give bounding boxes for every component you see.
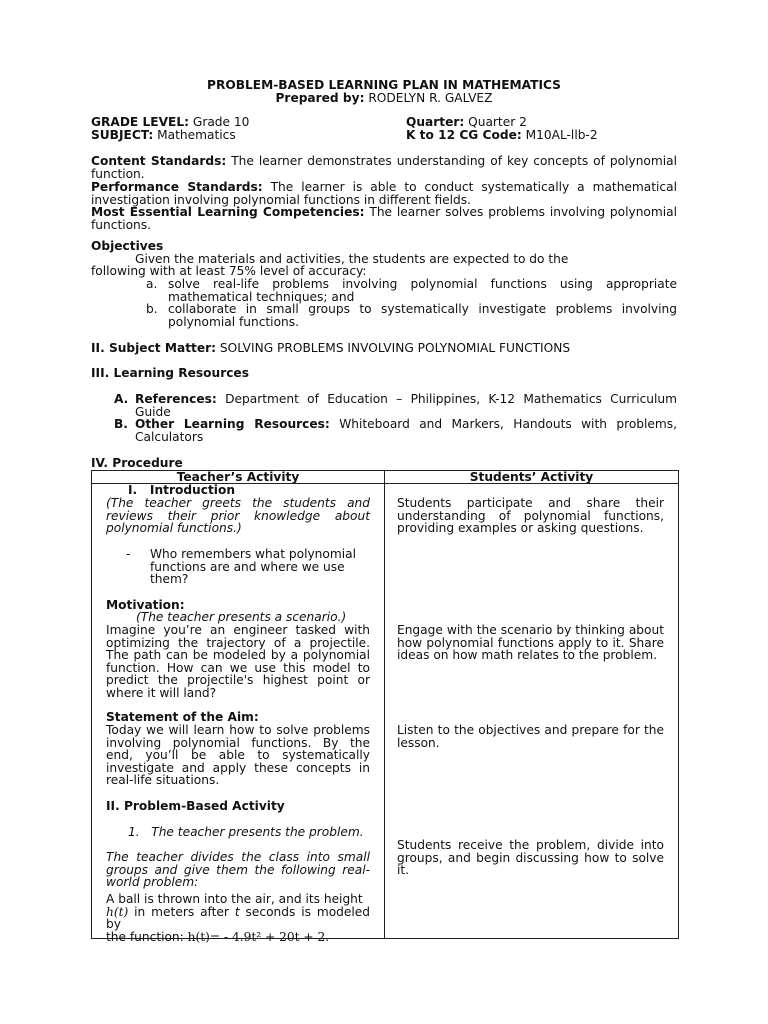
resource-item xyxy=(114,418,677,443)
document-title: PROBLEM-BASED LEARNING PLAN IN MATHEMATICS xyxy=(207,78,561,92)
cg-code-value: M10AL-llb-2 xyxy=(525,128,598,142)
objective-item xyxy=(146,278,677,303)
subject-value: Mathematics xyxy=(157,128,236,142)
performance-standards-text: The learner is able to conduct systematically a mathematical investigation involving polynomial functions in different fields. xyxy=(91,180,677,207)
ball-text-part: seconds is modeled by xyxy=(106,904,371,932)
resource-text: Department of Education – Philippines, K-12 Mathematics Curriculum Guide xyxy=(135,392,678,419)
teacher-activity-header: Teacher’s Activity xyxy=(92,471,385,484)
student-response-intro: Students participate and share their understanding of polynomial functions, providing examples or asking questions. xyxy=(397,496,664,536)
grade-level-label: GRADE LEVEL: xyxy=(91,115,189,129)
objective-marker: b. xyxy=(146,302,158,317)
prepared-by-label: Prepared by: xyxy=(275,91,365,105)
ball-problem xyxy=(106,893,370,943)
grade-level-line xyxy=(91,116,677,129)
content-standards-label: Content Standards: xyxy=(91,154,227,168)
students-activity-cell xyxy=(385,484,679,939)
melc xyxy=(91,206,677,231)
pba-heading-text: II. Problem-Based Activity xyxy=(106,799,285,813)
resource-marker: A. xyxy=(114,392,129,406)
motivation-text: Imagine you’re an engineer tasked with optimizing the trajectory of a projectile. The path can be modeled by a polynomial function. How can we use this model to predict the projectile's highest point or where it will land? xyxy=(106,623,370,700)
student-response-motivation: Engage with the scenario by thinking about how polynomial functions apply to it. Share ideas on how math relates to the problem. xyxy=(397,623,664,663)
objective-item xyxy=(146,303,677,328)
learning-resources-heading: III. Learning Resources xyxy=(91,366,249,380)
ball-time-symbol: t xyxy=(234,904,240,919)
divides-text xyxy=(106,851,370,889)
review-question-marker: - xyxy=(126,547,131,561)
resource-label: Other Learning Resources: xyxy=(135,417,330,432)
motivation-label-text: Motivation: xyxy=(106,598,185,612)
quarter-line xyxy=(406,116,527,129)
introduction-heading xyxy=(106,484,370,497)
ball-text-part: in meters after xyxy=(134,904,229,919)
introduction-marker: I. xyxy=(128,483,138,497)
performance-standards xyxy=(91,181,677,206)
objective-marker: a. xyxy=(146,277,158,291)
resources-list xyxy=(114,393,677,443)
teacher-activity-cell xyxy=(92,483,385,944)
prepared-by-line xyxy=(91,92,677,105)
content-standards xyxy=(91,155,677,180)
pba-heading xyxy=(106,800,370,813)
ball-text-part: A ball is thrown into the air, and its height xyxy=(106,892,363,906)
pba-step-marker: 1. xyxy=(128,825,140,839)
subject-matter-value: SOLVING PROBLEMS INVOLVING POLYNOMIAL FUNCTIONS xyxy=(219,341,571,355)
review-question xyxy=(106,548,370,586)
resource-item xyxy=(114,393,677,418)
quarter-value: Quarter 2 xyxy=(468,115,527,129)
students-activity-header: Students’ Activity xyxy=(385,471,679,484)
performance-standards-label: Performance Standards: xyxy=(91,180,263,194)
grade-level-value: Grade 10 xyxy=(192,115,250,129)
cg-code-line xyxy=(406,129,598,142)
objective-text: solve real-life problems involving polynomial functions using appropriate mathematical techniques; and xyxy=(168,277,677,304)
objectives-list xyxy=(146,278,677,328)
subject-label: SUBJECT: xyxy=(91,128,154,142)
introduction-note-text: (The teacher greets the students and reviews their prior knowledge about polynomial functions.) xyxy=(106,496,370,536)
objectives-intro-line2: following with at least 75% level of accuracy: xyxy=(91,264,367,278)
content-standards-text: The learner demonstrates understanding of key concepts of polynomial function. xyxy=(91,154,677,181)
subject-matter-line xyxy=(91,342,677,355)
melc-text: The learner solves problems involving polynomial functions. xyxy=(91,205,678,232)
aim-label xyxy=(106,711,370,724)
student-response-problem: Students receive the problem, divide into groups, and begin discussing how to solve it. xyxy=(397,838,664,878)
student-response-aim: Listen to the objectives and prepare for the lesson. xyxy=(397,723,664,750)
procedure-table-header xyxy=(92,471,679,484)
pba-step xyxy=(106,826,370,839)
objective-text: collaborate in small groups to systematically investigate problems involving polynomial functions. xyxy=(168,302,677,329)
introduction-note xyxy=(106,497,370,535)
review-question-text: Who remembers what polynomial functions are and where we use them? xyxy=(150,547,356,587)
ball-formula: h(t)= - 4.9t² + 20t + 2. xyxy=(187,929,330,944)
quarter-label: Quarter: xyxy=(406,115,465,129)
ball-height-symbol: h(t) xyxy=(106,904,129,919)
aim-label-text: Statement of the Aim: xyxy=(106,710,259,724)
objectives-heading: Objectives xyxy=(91,239,164,253)
ball-text-part: the function: xyxy=(106,929,184,944)
motivation-note-text: (The teacher presents a scenario.) xyxy=(136,610,347,624)
resource-text: Whiteboard and Markers, Handouts with problems, Calculators xyxy=(135,417,677,444)
procedure-table xyxy=(91,470,679,944)
resource-marker: B. xyxy=(114,417,128,432)
melc-label: Most Essential Learning Competencies: xyxy=(91,205,365,219)
introduction-title: Introduction xyxy=(149,483,236,497)
aim-text: Today we will learn how to solve problems involving polynomial functions. By the end, you’ll be able to systematically investigate and apply these concepts in real-life situations. xyxy=(106,723,370,788)
pba-step-text: The teacher presents the problem. xyxy=(151,825,364,839)
resource-label: References: xyxy=(135,392,217,406)
prepared-by-name: RODELYN R. GALVEZ xyxy=(368,91,493,105)
divides-text-italic: The teacher divides the class into small groups and give them the following real-world problem: xyxy=(106,850,370,890)
procedure-table-row xyxy=(92,484,679,939)
motivation-note xyxy=(106,611,370,624)
objectives-intro-line1: Given the materials and activities, the students are expected to do the xyxy=(135,252,569,266)
procedure-heading: IV. Procedure xyxy=(91,456,183,470)
subject-matter-label: II. Subject Matter: xyxy=(91,341,217,355)
cg-code-label: K to 12 CG Code: xyxy=(406,128,522,142)
